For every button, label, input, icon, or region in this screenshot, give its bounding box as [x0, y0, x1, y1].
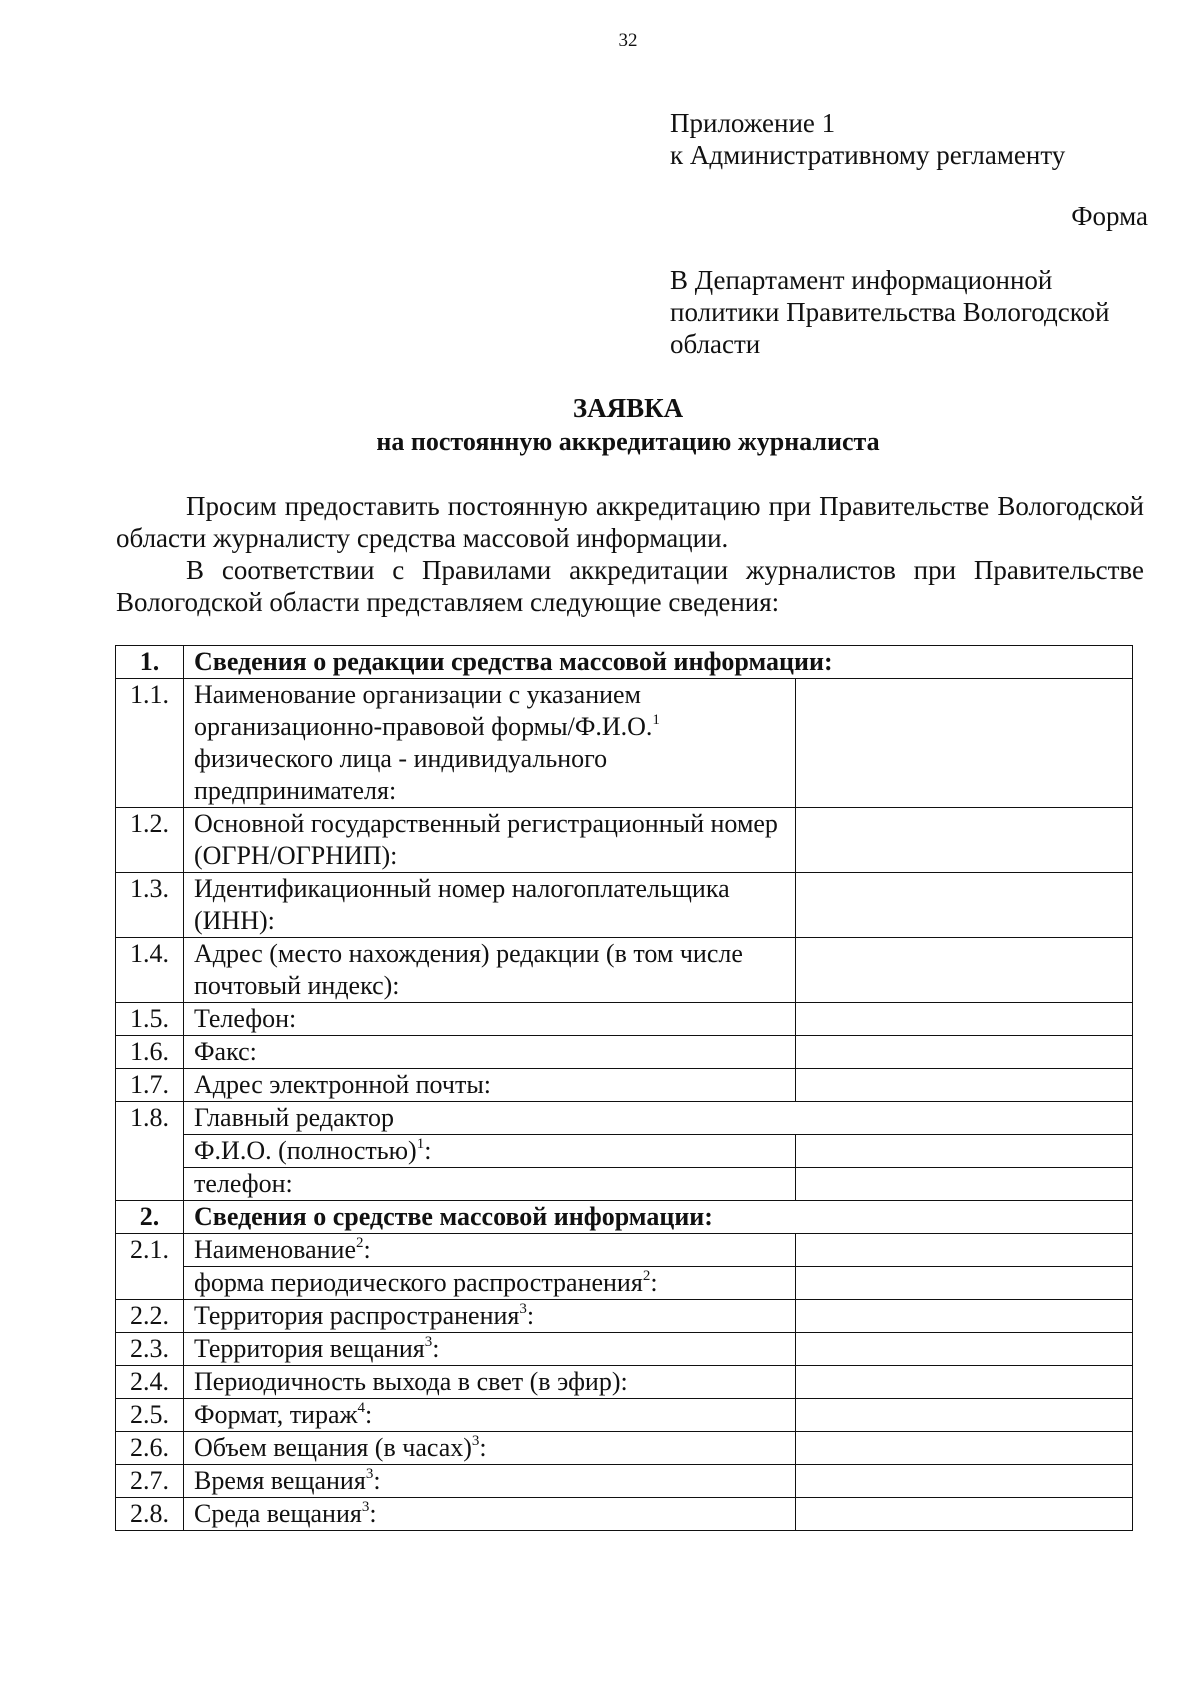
row-label: Объем вещания (в часах)$^3$:	[184, 1432, 796, 1465]
row-number: 2.4.	[116, 1366, 184, 1399]
table-row	[116, 1234, 1133, 1267]
row-number: 2.1.	[116, 1234, 184, 1267]
paragraph-1: Просим предоставить постоянную аккредитацию при Правительстве Вологодской области журналисту средства массовой информации.	[116, 491, 1144, 553]
value-field[interactable]	[796, 1234, 1133, 1267]
section-2-header	[116, 1201, 1133, 1234]
section-number: 2.	[116, 1201, 184, 1234]
row-label: Формат, тираж$^4$:	[184, 1399, 796, 1432]
accreditation-form-table	[115, 645, 1133, 1531]
table-row	[116, 1069, 1133, 1102]
editor-fio-label: Ф.И.О. (полностью)$^1$:	[184, 1135, 796, 1168]
row-number: 2.3.	[116, 1333, 184, 1366]
page-number: 32	[618, 30, 638, 51]
row-label: Идентификационный номер налогоплательщика (ИНН):	[184, 873, 796, 938]
editor-label: Главный редактор	[184, 1102, 1133, 1135]
value-field[interactable]	[796, 1069, 1133, 1102]
section-title: Сведения о средстве массовой информации:	[184, 1201, 1133, 1234]
table-row	[116, 1498, 1133, 1531]
value-field[interactable]	[796, 873, 1133, 938]
row-number: 1.1.	[116, 679, 184, 808]
row-label: Адрес (место нахождения) редакции (в том числе почтовый индекс):	[184, 938, 796, 1003]
editor-phone-field[interactable]	[796, 1168, 1133, 1201]
editor-fio-field[interactable]	[796, 1135, 1133, 1168]
value-field[interactable]	[796, 1432, 1133, 1465]
row-number: 1.5.	[116, 1003, 184, 1036]
table-row	[116, 1300, 1133, 1333]
table-row	[116, 808, 1133, 873]
row-label: Среда вещания$^3$:	[184, 1498, 796, 1531]
row-label: Основной государственный регистрационный номер (ОГРН/ОГРНИП):	[184, 808, 796, 873]
row-label: Факс:	[184, 1036, 796, 1069]
value-field[interactable]	[796, 1300, 1133, 1333]
row-number: 1.2.	[116, 808, 184, 873]
value-field[interactable]	[796, 1036, 1133, 1069]
table-row	[116, 938, 1133, 1003]
value-field[interactable]	[796, 938, 1133, 1003]
document-subtitle: на постоянную аккредитацию журналиста	[376, 427, 880, 456]
table-row	[116, 1432, 1133, 1465]
table-row	[116, 873, 1133, 938]
request-text	[116, 490, 1144, 618]
table-row	[116, 1135, 1133, 1168]
document-title: ЗАЯВКА	[572, 393, 684, 423]
section-title: Сведения о редакции средства массовой информации:	[184, 646, 1133, 679]
table-row	[116, 1168, 1133, 1201]
row-number: 2.5.	[116, 1399, 184, 1432]
row-number: 1.4.	[116, 938, 184, 1003]
value-field[interactable]	[796, 808, 1133, 873]
table-row	[116, 1102, 1133, 1135]
row-number: 1.8.	[116, 1102, 184, 1201]
row-label: Телефон:	[184, 1003, 796, 1036]
table-row	[116, 1399, 1133, 1432]
table-row	[116, 1003, 1133, 1036]
footnote-mark: 1	[416, 1136, 425, 1152]
row-label: Время вещания$^3$:	[184, 1465, 796, 1498]
editor-phone-label: телефон:	[184, 1168, 796, 1201]
row-label: Территория распространения$^3$:	[184, 1300, 796, 1333]
appendix-line-1: Приложение 1	[670, 108, 836, 138]
section-1-header	[116, 646, 1133, 679]
appendix-note	[670, 107, 1065, 171]
value-field[interactable]	[796, 1366, 1133, 1399]
footnote-mark: 1	[652, 712, 660, 728]
appendix-line-2: к Административному регламенту	[670, 140, 1066, 170]
table-row	[116, 1267, 1133, 1300]
row-number: 2.7.	[116, 1465, 184, 1498]
footnote-mark: 3	[471, 1433, 480, 1449]
value-field[interactable]	[796, 1003, 1133, 1036]
row-number: 2.6.	[116, 1432, 184, 1465]
footnote-mark: 3	[519, 1301, 527, 1317]
value-field[interactable]	[796, 1498, 1133, 1531]
row-label: Периодичность выхода в свет (в эфир):	[184, 1366, 796, 1399]
row-number	[116, 1267, 184, 1300]
value-field[interactable]	[796, 1465, 1133, 1498]
row-label: Адрес электронной почты:	[184, 1069, 796, 1102]
row-number: 1.7.	[116, 1069, 184, 1102]
footnote-mark: 3	[424, 1334, 433, 1350]
row-number: 1.3.	[116, 873, 184, 938]
paragraph-2: В соответствии с Правилами аккредитации журналистов при Правительстве Вологодской области представляем следующие сведения:	[116, 555, 1144, 617]
footnote-mark: 3	[365, 1466, 374, 1482]
row-label: Наименование$^2$:	[184, 1234, 796, 1267]
value-field[interactable]	[796, 679, 1133, 808]
row-number: 2.2.	[116, 1300, 184, 1333]
footnote-mark: 4	[357, 1400, 365, 1416]
row-label: форма периодического распространения$^2$:	[184, 1267, 796, 1300]
row-label: Наименование организации с указанием организационно-правовой формы/Ф.И.О.$^1$ физического лица - индивидуального предпринимателя:	[184, 679, 796, 808]
value-field[interactable]	[796, 1333, 1133, 1366]
value-field[interactable]	[796, 1399, 1133, 1432]
footnote-mark: 3	[361, 1499, 370, 1515]
footnote-mark: 2	[355, 1235, 364, 1251]
row-number: 2.8.	[116, 1498, 184, 1531]
addressee: В Департамент информационной политики Правительства Вологодской области	[670, 265, 1110, 359]
footnote-mark: 2	[642, 1268, 651, 1284]
row-number: 1.6.	[116, 1036, 184, 1069]
row-label: Территория вещания$^3$:	[184, 1333, 796, 1366]
table-row	[116, 1465, 1133, 1498]
table-row	[116, 1366, 1133, 1399]
table-row	[116, 1333, 1133, 1366]
section-number: 1.	[116, 646, 184, 679]
value-field[interactable]	[796, 1267, 1133, 1300]
table-row	[116, 1036, 1133, 1069]
form-label: Форма	[1071, 201, 1148, 231]
table-row	[116, 679, 1133, 808]
